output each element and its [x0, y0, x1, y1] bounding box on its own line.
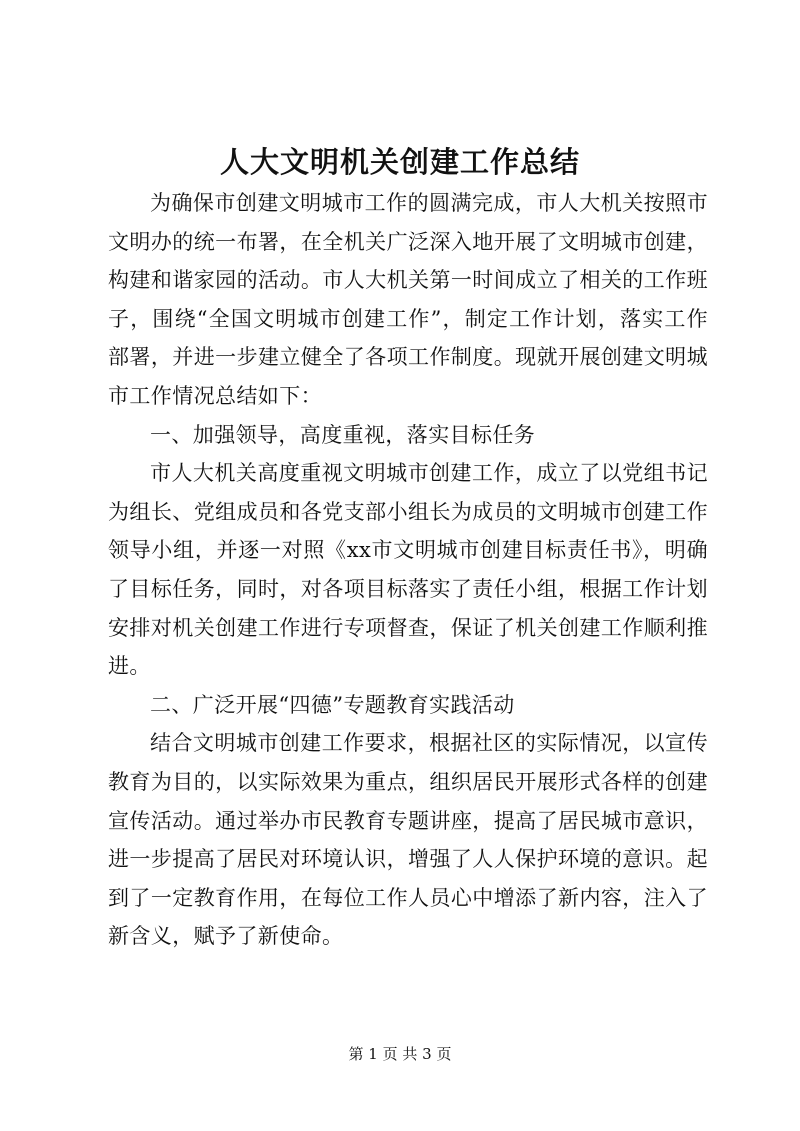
section-heading-2: 二、广泛开展“四德”专题教育实践活动 [150, 692, 515, 717]
paragraph-section-1: 市人大机关高度重视文明城市创建工作，成立了以党组书记为组长、党组成员和各党支部小组长为成员的文明城市创建工作领导小组，并逐一对照《xx市文明城市创建目标责任书》，明确了目标任务，同时，对各项目标落实了责任小组，根据工作计划安排对机关创建工作进行专项督查，保证了机关创建工作顺利推进。 [108, 461, 708, 679]
document-title: 人大文明机关创建工作总结 [219, 145, 580, 179]
document-body [108, 184, 708, 956]
section-heading-1: 一、加强领导，高度重视，落实目标任务 [150, 422, 536, 447]
paragraph-section-2: 结合文明城市创建工作要求，根据社区的实际情况，以宣传教育为目的，以实际效果为重点，组织居民开展形式各样的创建宣传活动。通过举办市民教育专题讲座，提高了居民城市意识，进一步提高了居民对环境认识，增强了人人保护环境的意识。起到了一定教育作用，在每位工作人员心中增添了新内容，注入了新含义，赋予了新使命。 [108, 731, 708, 949]
page-number-footer: 第 1 页 共 3 页 [348, 1045, 452, 1063]
paragraph-intro: 为确保市创建文明城市工作的圆满完成，市人大机关按照市文明办的统一布署，在全机关广泛深入地开展了文明城市创建，构建和谐家园的活动。市人大机关第一时间成立了相关的工作班子，围绕“全国文明城市创建工作”，制定工作计划，落实工作部署，并进一步建立健全了各项工作制度。现就开展创建文明城市工作情况总结如下： [108, 191, 708, 408]
